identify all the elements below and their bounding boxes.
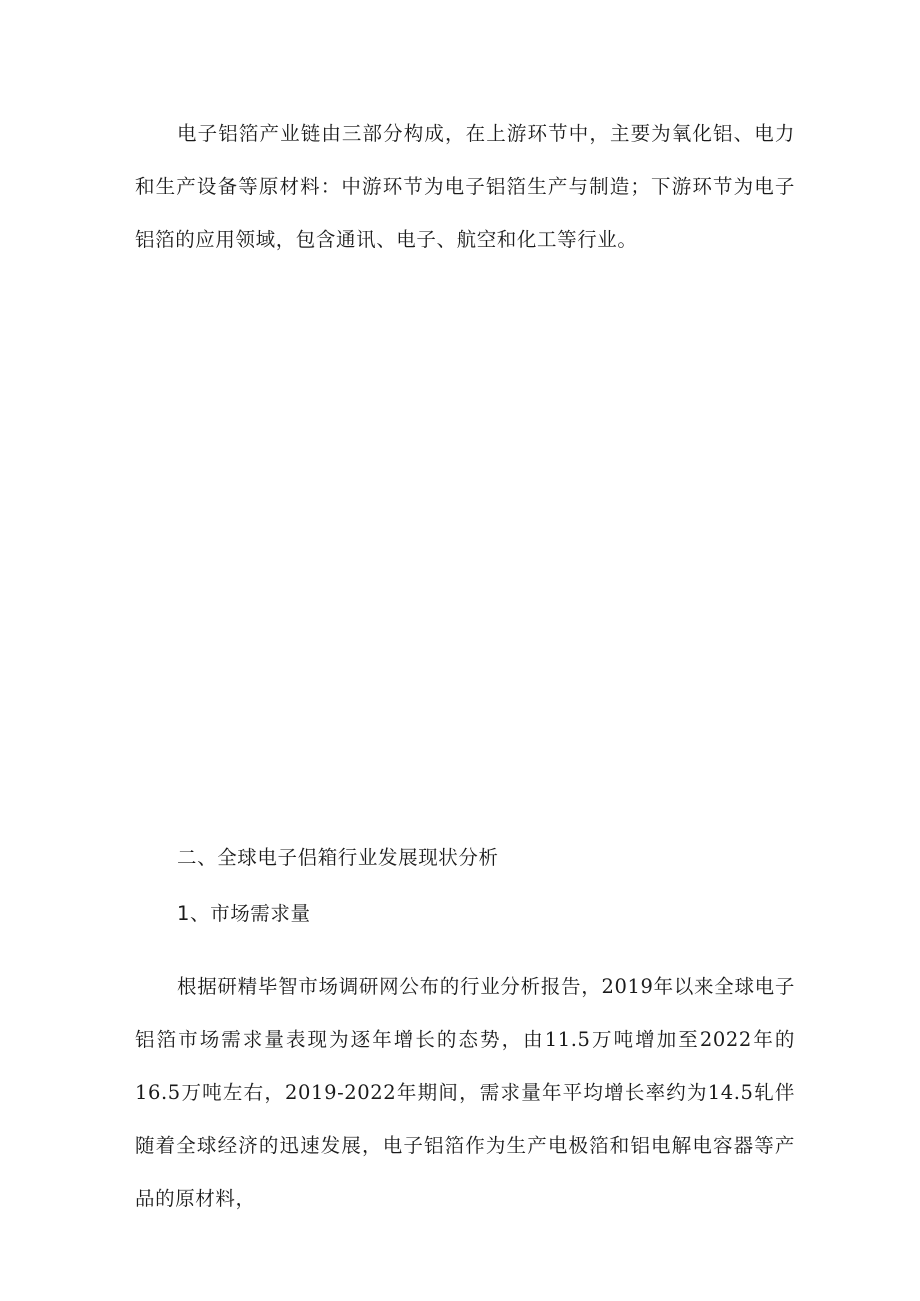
subsection-heading: 1、市场需求量 [177, 902, 311, 925]
market-demand-paragraph: 根据研精毕智市场调研网公布的行业分析报告，2019年以来全球电子铝箔市场需求量表现为逐年增长的态势，由11.5万吨增加至2022年的16.5万吨左右，2019-2022年期间，需求量年平均增长率约为14.5轧伴随着全球经济的迅速发展，电子铝箔作为生产电极箔和铝电解电容器等产品的原材料， [135, 975, 795, 1210]
section-heading: 二、全球电子侣箱行业发展现状分析 [177, 846, 499, 869]
intro-paragraph: 电子铝箔产业链由三部分构成，在上游环节中，主要为氧化铝、电力和生产设备等原材料：中游环节为电子铝箔生产与制造；下游环节为电子铝箔的应用领域，包含通讯、电子、航空和化工等行业。 [135, 122, 795, 251]
